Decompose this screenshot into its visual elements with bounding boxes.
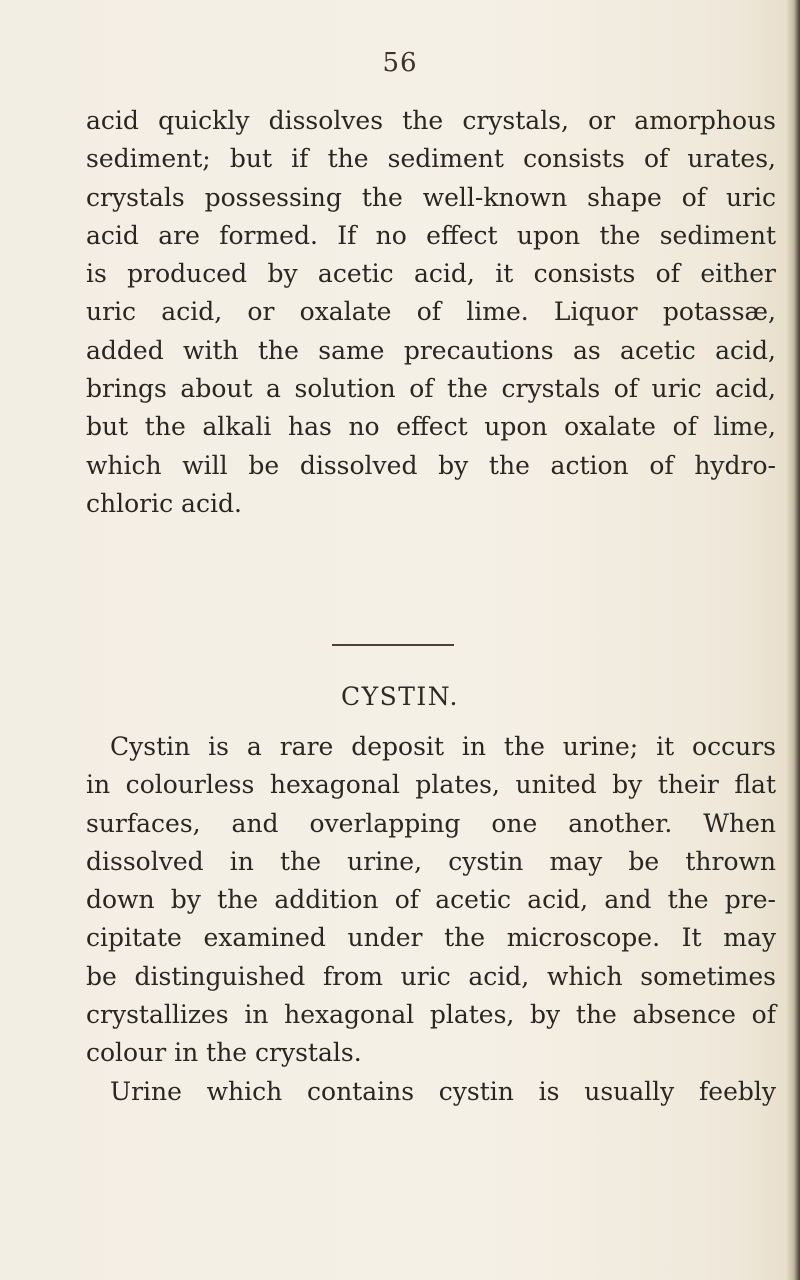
page-number: 56 [382,48,418,78]
text-line: uric acid, or oxalate of lime. Liquor potassæ, [86,297,776,327]
text-line: but the alkali has no effect upon oxalate of lime, [86,412,776,442]
text-line: acid are formed. If no effect upon the sediment [86,220,776,250]
text-line: colour in the crystals. [86,1038,362,1068]
text-line: Urine which contains cystin is usually feebly [110,1076,776,1106]
paragraph-cystin [86,728,776,1111]
text-line: added with the same precautions as acetic acid, [86,335,776,365]
text-line: dissolved in the urine, cystin may be thrown [86,846,776,876]
page-edge-shadow [786,0,800,1280]
text-line: in colourless hexagonal plates, united by their flat [86,770,776,800]
text-line: crystals possessing the well-known shape of uric [86,182,776,212]
text-line: is produced by acetic acid, it consists of either [86,259,776,289]
text-line: down by the addition of acetic acid, and the pre- [86,885,776,915]
section-heading: CYSTIN. [340,682,460,711]
text-line: crystallizes in hexagonal plates, by the absence of [86,1000,776,1030]
text-line: sediment; but if the sediment consists of urates, [86,144,776,174]
text-line: which will be dissolved by the action of hydro- [86,450,776,480]
paragraph-acid-tests [86,102,776,523]
text-line: be distinguished from uric acid, which sometimes [86,961,776,991]
text-line: cipitate examined under the microscope. It may [86,923,776,953]
text-line: brings about a solution of the crystals of uric acid, [86,374,776,404]
section-divider [332,644,454,646]
text-line: surfaces, and overlapping one another. When [86,808,776,838]
text-line: acid quickly dissolves the crystals, or amorphous [86,106,776,135]
text-line: chloric acid. [86,488,242,518]
text-line: Cystin is a rare deposit in the urine; it occurs [110,732,776,761]
